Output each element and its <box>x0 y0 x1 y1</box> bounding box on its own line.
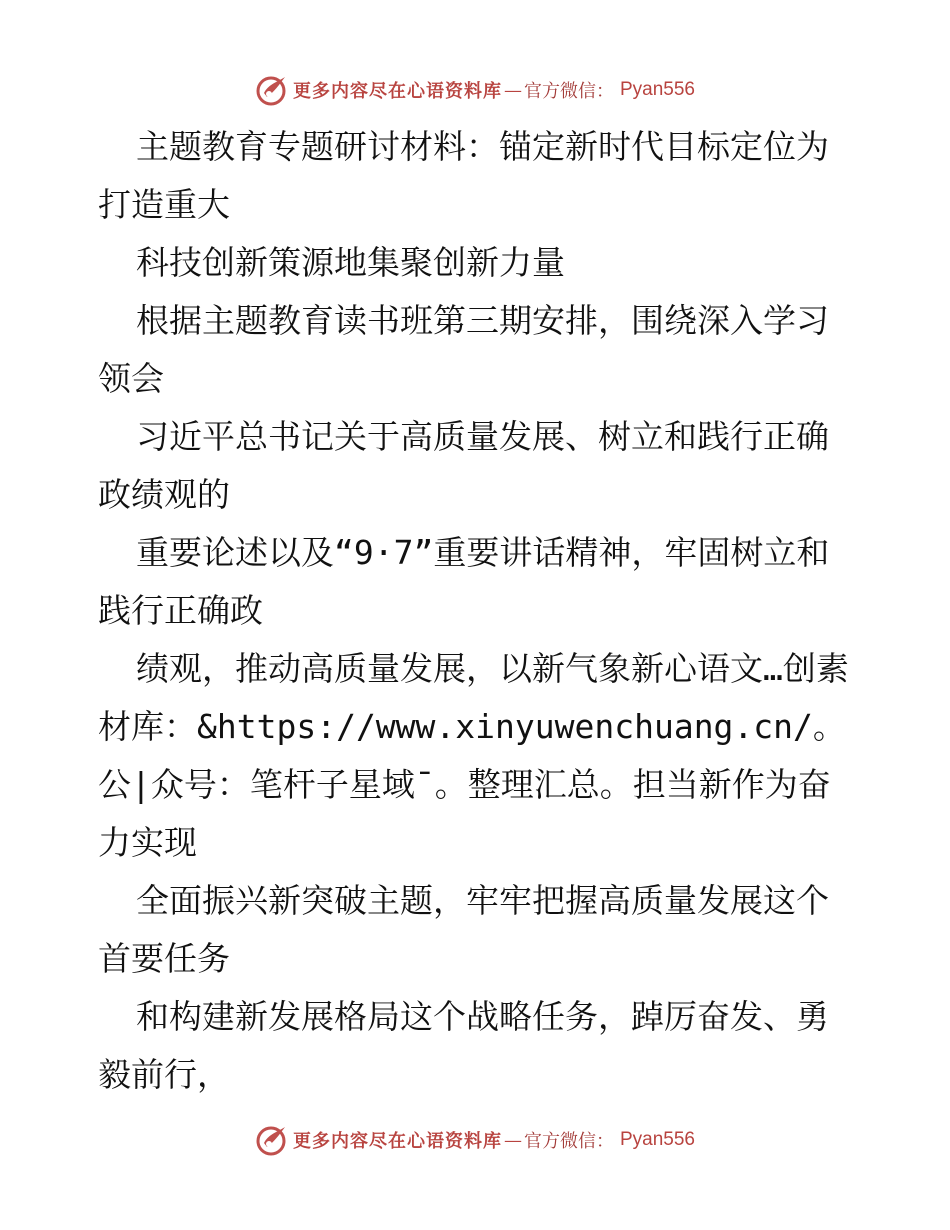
watermark-brand: 更多内容尽在心语资料库 <box>292 81 502 102</box>
header-watermark <box>0 72 950 108</box>
paragraph: 绩观，推动高质量发展，以新气象新心语文…创素材库：&https://www.xinyuwenchuang.cn/。公|众号：笔杆子星域¯。整理汇总。担当新作为奋力实现 <box>98 649 849 862</box>
watermark-brand: 更多内容尽在心语资料库 <box>292 1131 502 1152</box>
footer-watermark <box>0 1122 950 1158</box>
paragraph: 根据主题教育读书班第三期安排，围绕深入学习领会 <box>98 301 829 398</box>
paragraph: 重要论述以及“9·7”重要讲话精神，牢固树立和践行正确政 <box>98 533 830 630</box>
paragraph: 科技创新策源地集聚创新力量 <box>136 243 565 282</box>
paragraph: 和构建新发展格局这个战略任务，踔厉奋发、勇毅前行， <box>98 997 829 1094</box>
watermark-wechat-id: Pyan556 <box>619 79 695 100</box>
paragraph: 习近平总书记关于高质量发展、树立和践行正确政绩观的 <box>98 417 829 514</box>
watermark-wechat-label: 官方微信： <box>523 1131 614 1152</box>
logo-icon <box>255 73 289 107</box>
paragraph: 全面振兴新突破主题，牢牢把握高质量发展这个首要任务 <box>98 881 829 978</box>
watermark-wechat-id: Pyan556 <box>619 1129 695 1150</box>
watermark-dash: — <box>503 1129 522 1151</box>
paragraph: 主题教育专题研讨材料：锚定新时代目标定位为打造重大 <box>98 127 829 224</box>
watermark-dash: — <box>503 79 522 101</box>
logo-icon <box>255 1123 289 1157</box>
document-body <box>98 118 858 1104</box>
watermark-wechat-label: 官方微信： <box>523 81 614 102</box>
